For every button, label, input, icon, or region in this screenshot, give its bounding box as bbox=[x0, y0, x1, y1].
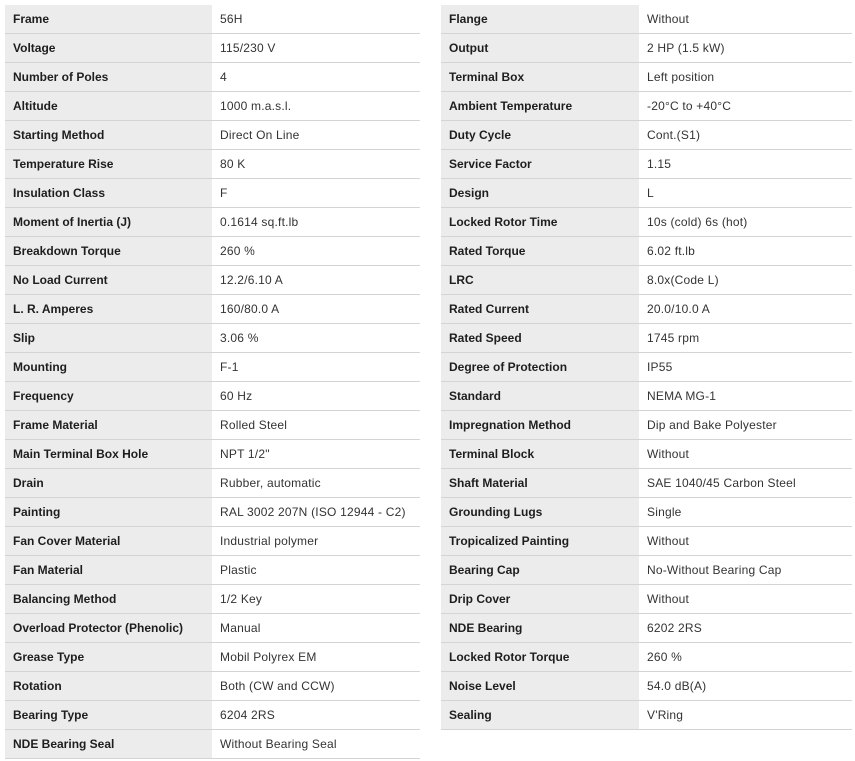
spec-value: Industrial polymer bbox=[212, 527, 420, 556]
spec-label: Shaft Material bbox=[441, 469, 639, 498]
spec-label: Frequency bbox=[5, 382, 212, 411]
spec-label: Rated Speed bbox=[441, 324, 639, 353]
spec-row bbox=[5, 237, 420, 266]
spec-row bbox=[441, 324, 852, 353]
spec-row bbox=[441, 92, 852, 121]
spec-value: F bbox=[212, 179, 420, 208]
spec-label: Mounting bbox=[5, 353, 212, 382]
spec-row bbox=[441, 121, 852, 150]
spec-value: 2 HP (1.5 kW) bbox=[639, 34, 852, 63]
spec-row bbox=[5, 730, 420, 759]
spec-value: 1.15 bbox=[639, 150, 852, 179]
spec-row bbox=[5, 643, 420, 672]
spec-value: Single bbox=[639, 498, 852, 527]
spec-label: Number of Poles bbox=[5, 63, 212, 92]
spec-value: 1000 m.a.s.l. bbox=[212, 92, 420, 121]
spec-value: 10s (cold) 6s (hot) bbox=[639, 208, 852, 237]
spec-label: Bearing Type bbox=[5, 701, 212, 730]
spec-value: Without bbox=[639, 585, 852, 614]
spec-value: 115/230 V bbox=[212, 34, 420, 63]
spec-row bbox=[5, 63, 420, 92]
spec-label: Painting bbox=[5, 498, 212, 527]
spec-label: Flange bbox=[441, 5, 639, 34]
spec-label: Sealing bbox=[441, 701, 639, 730]
spec-value: 8.0x(Code L) bbox=[639, 266, 852, 295]
spec-row bbox=[441, 295, 852, 324]
spec-row bbox=[441, 527, 852, 556]
spec-row bbox=[441, 643, 852, 672]
spec-label: Rotation bbox=[5, 672, 212, 701]
spec-value: Manual bbox=[212, 614, 420, 643]
spec-label: Degree of Protection bbox=[441, 353, 639, 382]
spec-value: Cont.(S1) bbox=[639, 121, 852, 150]
spec-label: Locked Rotor Torque bbox=[441, 643, 639, 672]
spec-value: 20.0/10.0 A bbox=[639, 295, 852, 324]
spec-label: Voltage bbox=[5, 34, 212, 63]
spec-row bbox=[5, 556, 420, 585]
spec-value: 12.2/6.10 A bbox=[212, 266, 420, 295]
spec-row bbox=[441, 498, 852, 527]
spec-value: 80 K bbox=[212, 150, 420, 179]
spec-label: Grease Type bbox=[5, 643, 212, 672]
spec-label: Locked Rotor Time bbox=[441, 208, 639, 237]
spec-row bbox=[5, 672, 420, 701]
spec-table-right bbox=[441, 5, 852, 730]
spec-value: SAE 1040/45 Carbon Steel bbox=[639, 469, 852, 498]
spec-label: Output bbox=[441, 34, 639, 63]
spec-label: Moment of Inertia (J) bbox=[5, 208, 212, 237]
spec-row bbox=[441, 34, 852, 63]
spec-value: Left position bbox=[639, 63, 852, 92]
spec-row bbox=[441, 353, 852, 382]
spec-value: 4 bbox=[212, 63, 420, 92]
spec-label: Bearing Cap bbox=[441, 556, 639, 585]
spec-row bbox=[5, 92, 420, 121]
spec-value: 54.0 dB(A) bbox=[639, 672, 852, 701]
spec-label: Design bbox=[441, 179, 639, 208]
spec-label: Rated Torque bbox=[441, 237, 639, 266]
spec-label: Impregnation Method bbox=[441, 411, 639, 440]
spec-row bbox=[441, 237, 852, 266]
spec-value: 260 % bbox=[639, 643, 852, 672]
spec-value: NPT 1/2" bbox=[212, 440, 420, 469]
spec-row bbox=[5, 614, 420, 643]
spec-label: Drain bbox=[5, 469, 212, 498]
spec-value: Without bbox=[639, 527, 852, 556]
spec-label: Balancing Method bbox=[5, 585, 212, 614]
spec-label: Noise Level bbox=[441, 672, 639, 701]
spec-value: RAL 3002 207N (ISO 12944 - C2) bbox=[212, 498, 420, 527]
spec-row bbox=[5, 469, 420, 498]
spec-label: Starting Method bbox=[5, 121, 212, 150]
spec-value: Without Bearing Seal bbox=[212, 730, 420, 759]
spec-label: Terminal Box bbox=[441, 63, 639, 92]
spec-value: 56H bbox=[212, 5, 420, 34]
spec-row bbox=[441, 585, 852, 614]
spec-row bbox=[5, 5, 420, 34]
spec-label: Main Terminal Box Hole bbox=[5, 440, 212, 469]
spec-row bbox=[5, 382, 420, 411]
spec-label: Standard bbox=[441, 382, 639, 411]
spec-label: Insulation Class bbox=[5, 179, 212, 208]
spec-label: Fan Material bbox=[5, 556, 212, 585]
spec-label: No Load Current bbox=[5, 266, 212, 295]
spec-label: Altitude bbox=[5, 92, 212, 121]
spec-value: Without bbox=[639, 440, 852, 469]
spec-label: Fan Cover Material bbox=[5, 527, 212, 556]
spec-row bbox=[5, 324, 420, 353]
spec-value: 6204 2RS bbox=[212, 701, 420, 730]
spec-row bbox=[441, 672, 852, 701]
spec-value: 3.06 % bbox=[212, 324, 420, 353]
spec-row bbox=[441, 469, 852, 498]
spec-label: Frame bbox=[5, 5, 212, 34]
spec-value: F-1 bbox=[212, 353, 420, 382]
spec-label: Drip Cover bbox=[441, 585, 639, 614]
spec-label: L. R. Amperes bbox=[5, 295, 212, 324]
spec-row bbox=[5, 266, 420, 295]
spec-value: 6202 2RS bbox=[639, 614, 852, 643]
spec-value: Both (CW and CCW) bbox=[212, 672, 420, 701]
spec-value: IP55 bbox=[639, 353, 852, 382]
spec-row bbox=[441, 411, 852, 440]
spec-table-left-body bbox=[5, 5, 420, 759]
spec-row bbox=[441, 5, 852, 34]
spec-value: Rolled Steel bbox=[212, 411, 420, 440]
spec-row bbox=[5, 208, 420, 237]
spec-row bbox=[5, 498, 420, 527]
spec-label: Service Factor bbox=[441, 150, 639, 179]
spec-row bbox=[5, 527, 420, 556]
spec-label: Frame Material bbox=[5, 411, 212, 440]
spec-row bbox=[5, 150, 420, 179]
spec-value: -20°C to +40°C bbox=[639, 92, 852, 121]
spec-table-right-body bbox=[441, 5, 852, 730]
spec-value: L bbox=[639, 179, 852, 208]
spec-value: 1/2 Key bbox=[212, 585, 420, 614]
spec-row bbox=[5, 34, 420, 63]
spec-value: 6.02 ft.lb bbox=[639, 237, 852, 266]
spec-value: Direct On Line bbox=[212, 121, 420, 150]
spec-label: Overload Protector (Phenolic) bbox=[5, 614, 212, 643]
spec-value: 1745 rpm bbox=[639, 324, 852, 353]
spec-value: Plastic bbox=[212, 556, 420, 585]
spec-value: 60 Hz bbox=[212, 382, 420, 411]
spec-row bbox=[5, 121, 420, 150]
spec-row bbox=[5, 353, 420, 382]
spec-value: No-Without Bearing Cap bbox=[639, 556, 852, 585]
spec-value: Without bbox=[639, 5, 852, 34]
spec-row bbox=[5, 411, 420, 440]
spec-value: Dip and Bake Polyester bbox=[639, 411, 852, 440]
spec-label: Temperature Rise bbox=[5, 150, 212, 179]
spec-row bbox=[441, 440, 852, 469]
spec-row bbox=[5, 701, 420, 730]
spec-label: NDE Bearing Seal bbox=[5, 730, 212, 759]
spec-value: 260 % bbox=[212, 237, 420, 266]
spec-label: Grounding Lugs bbox=[441, 498, 639, 527]
spec-row bbox=[441, 701, 852, 730]
spec-label: LRC bbox=[441, 266, 639, 295]
spec-row bbox=[5, 440, 420, 469]
spec-label: Slip bbox=[5, 324, 212, 353]
spec-row bbox=[441, 614, 852, 643]
spec-label: NDE Bearing bbox=[441, 614, 639, 643]
spec-table-left bbox=[5, 5, 420, 759]
spec-row bbox=[441, 382, 852, 411]
spec-label: Tropicalized Painting bbox=[441, 527, 639, 556]
spec-value: 0.1614 sq.ft.lb bbox=[212, 208, 420, 237]
spec-row bbox=[441, 150, 852, 179]
spec-row bbox=[441, 266, 852, 295]
spec-row bbox=[5, 585, 420, 614]
spec-row bbox=[441, 208, 852, 237]
spec-value: V'Ring bbox=[639, 701, 852, 730]
spec-label: Duty Cycle bbox=[441, 121, 639, 150]
spec-row bbox=[441, 179, 852, 208]
spec-value: 160/80.0 A bbox=[212, 295, 420, 324]
spec-value: Mobil Polyrex EM bbox=[212, 643, 420, 672]
spec-label: Rated Current bbox=[441, 295, 639, 324]
spec-label: Ambient Temperature bbox=[441, 92, 639, 121]
spec-label: Terminal Block bbox=[441, 440, 639, 469]
spec-row bbox=[5, 179, 420, 208]
spec-row bbox=[441, 556, 852, 585]
spec-row bbox=[441, 63, 852, 92]
spec-row bbox=[5, 295, 420, 324]
spec-label: Breakdown Torque bbox=[5, 237, 212, 266]
spec-value: NEMA MG-1 bbox=[639, 382, 852, 411]
spec-value: Rubber, automatic bbox=[212, 469, 420, 498]
